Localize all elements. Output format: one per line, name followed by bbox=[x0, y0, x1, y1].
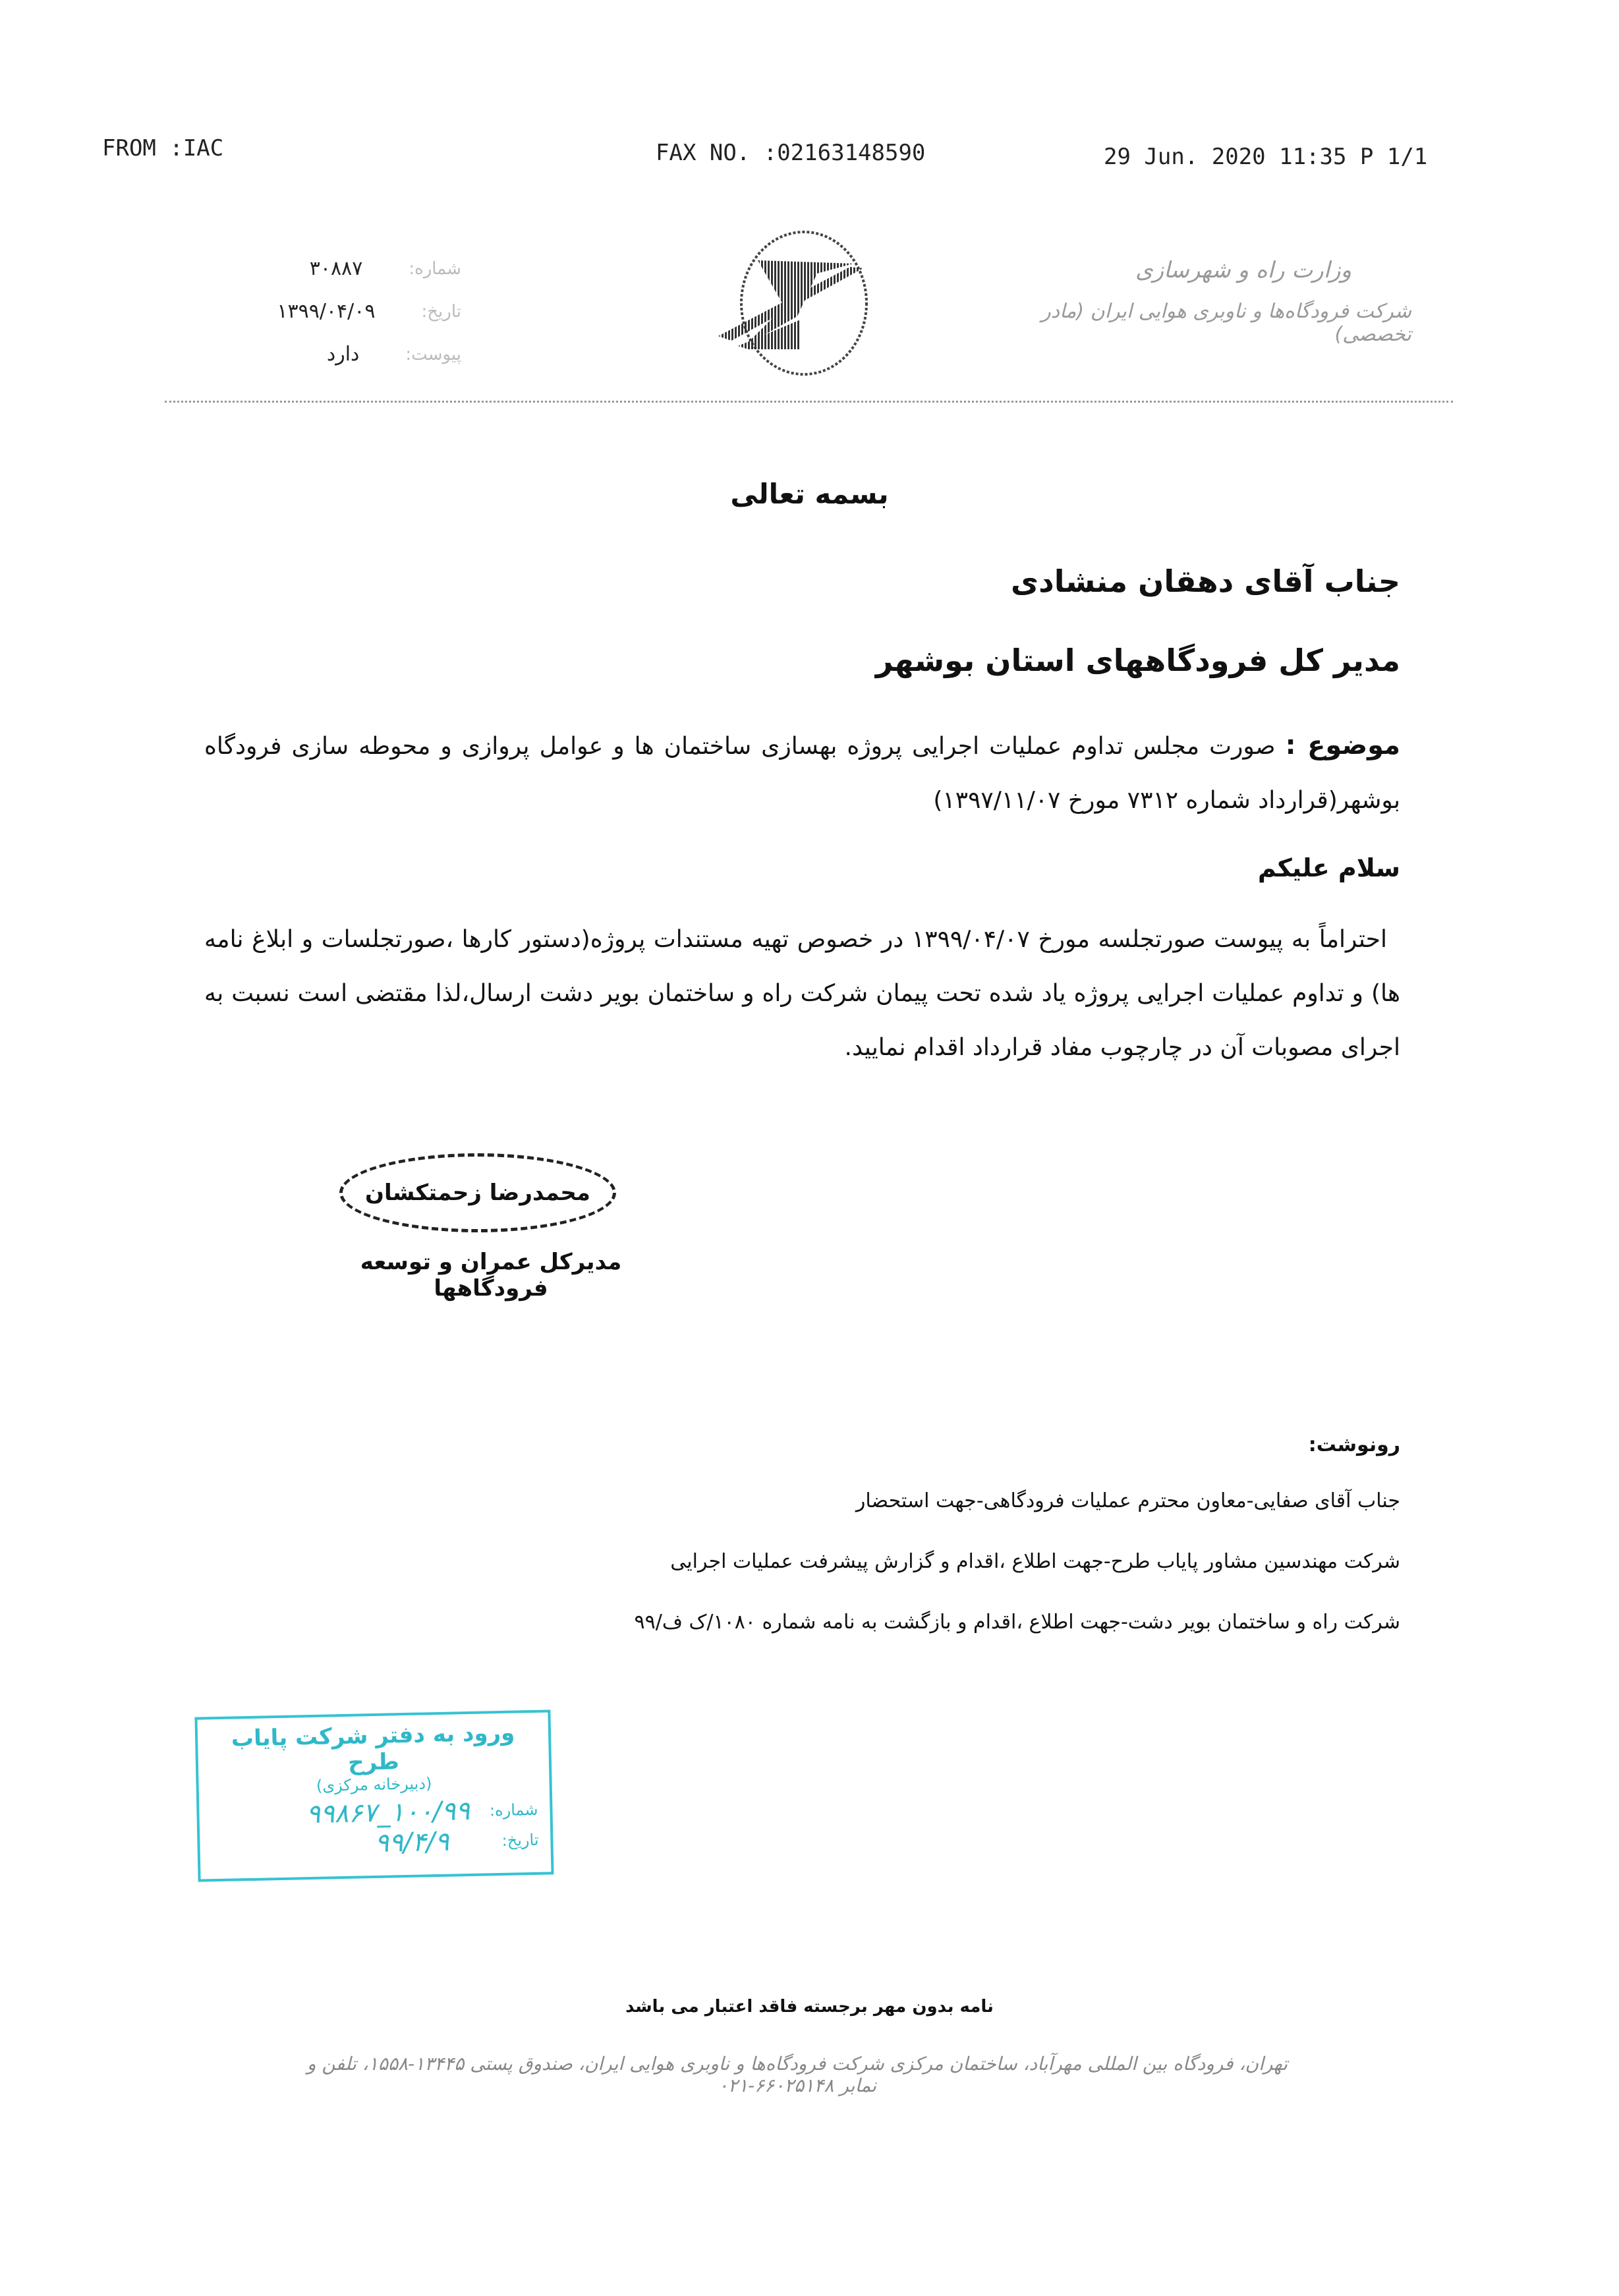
cc-item: جناب آقای صفایی-معاون محترم عملیات فرودگاهی-جهت استحضار bbox=[855, 1489, 1400, 1512]
invocation: بسمه تعالی bbox=[730, 478, 889, 510]
fax-number: FAX NO. :02163148590 bbox=[656, 140, 926, 166]
signatory-name: محمدرضا زحمتکشان bbox=[365, 1180, 590, 1206]
cc-item: شرکت راه و ساختمان بویر دشت-جهت اطلاع ،اقدام و بازگشت به نامه شماره ۱۰۸۰/ک ف/۹۹ bbox=[634, 1611, 1400, 1634]
number-label: شماره: bbox=[409, 258, 461, 279]
header-divider bbox=[165, 401, 1453, 403]
subject-text: صورت مجلس تداوم عملیات اجرایی پروژه بهسازی ساختمان ها و عوامل پروازی و محوطه سازی فرودگاه بوشهر(قرارداد شماره ۷۳۱۲ مورخ ۱۳۹۷/۱۱/۰۷) bbox=[204, 733, 1400, 814]
subject bbox=[204, 718, 1400, 828]
fax-from: FROM :IAC bbox=[102, 135, 224, 161]
stamp-number: ۱۰۰/۹۹_۹۹۸۶۷ bbox=[306, 1795, 470, 1830]
received-stamp bbox=[194, 1709, 554, 1881]
date-label: تاریخ: bbox=[421, 301, 461, 322]
cc-item: شرکت مهندسین مشاور پایاب طرح-جهت اطلاع ،اقدام و گزارش پیشرفت عملیات اجرایی bbox=[670, 1550, 1400, 1573]
footer-address: تهران، فرودگاه بین المللی مهرآباد، ساختمان مرکزی شرکت فرودگاه‌ها و ناوبری هوایی ایران، صندوق پستی ۱۳۴۴۵-۱۵۵۸، تلفن و نمابر ۶۶۰۲۵۱۴۸-۰۲۱ bbox=[306, 2053, 1288, 2096]
letter-date: ۱۳۹۹/۰۴/۰۹ bbox=[277, 300, 376, 323]
recipient-title: مدیر کل فرودگاههای استان بوشهر bbox=[875, 643, 1400, 678]
org-line2: شرکت فرودگاه‌ها و ناوبری هوایی ایران (مادر تخصصی) bbox=[1041, 300, 1411, 346]
subject-label: موضوع : bbox=[1285, 730, 1400, 761]
greeting: سلام علیکم bbox=[1257, 853, 1400, 882]
stamp-subtitle: (دبیرخانه مرکزی) bbox=[316, 1774, 432, 1795]
letter-number: ۳۰۸۸۷ bbox=[309, 257, 363, 280]
attachment-value: دارد bbox=[326, 343, 360, 366]
recipient-name: جناب آقای دهقان منشادی bbox=[1010, 563, 1400, 599]
attachment-label: پیوست: bbox=[405, 344, 461, 364]
footer-notice: نامه بدون مهر برجسته فاقد اعتبار می باشد bbox=[625, 1997, 994, 2017]
stamp-title: ورود به دفتر شرکت پایاب طرح bbox=[231, 1719, 515, 1776]
org-line1: وزارت راه و شهرسازی bbox=[1135, 257, 1352, 283]
stamp-date-label: تاریخ: bbox=[501, 1830, 539, 1850]
fax-datetime: 29 Jun. 2020 11:35 P 1/1 bbox=[1104, 144, 1428, 170]
organization-logo bbox=[685, 227, 936, 379]
letter-meta bbox=[237, 247, 461, 376]
cc-label: رونوشت: bbox=[1308, 1433, 1400, 1456]
stamp-date: ۹۹/۴/۹ bbox=[374, 1826, 450, 1858]
stamp-number-label: شماره: bbox=[489, 1800, 538, 1820]
letter-body: احتراماً به پیوست صورتجلسه مورخ ۱۳۹۹/۰۴/۰۷ در خصوص تهیه مستندات پروژه(دستور کارها ،صورتجلسات و ابلاغ نامه ها) و تداوم عملیات اجرایی پروژه یاد شده تحت پیمان شرکت راه و ساختمان بویر دشت ارسال،لذا مقتضی است نسبت به اجرای مصوبات آن در چارچوب مفاد قرارداد اقدام نمایید. bbox=[204, 926, 1400, 1061]
signatory-title: مدیرکل عمران و توسعه فرودگاهها bbox=[360, 1249, 622, 1302]
